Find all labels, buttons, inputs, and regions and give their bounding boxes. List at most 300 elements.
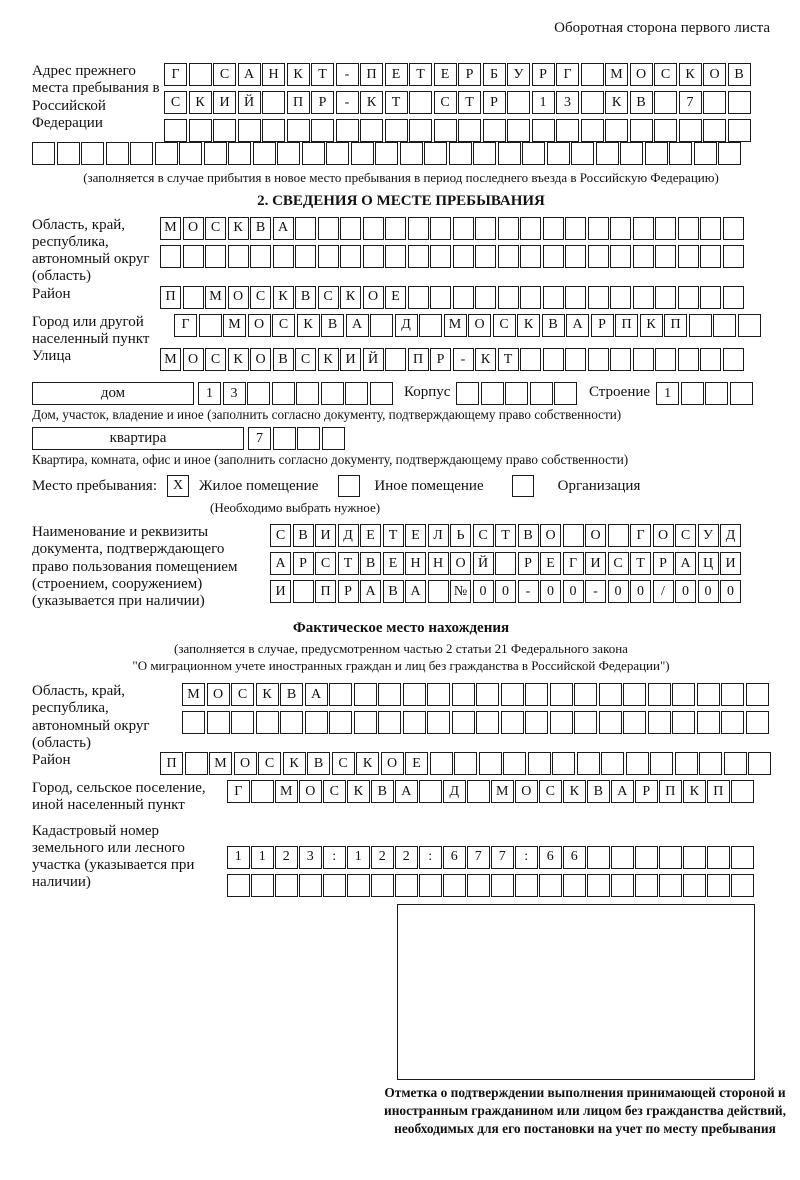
char-box: П <box>287 91 310 114</box>
house-type-box: дом <box>32 382 194 405</box>
char-box <box>250 245 271 268</box>
char-box <box>655 217 676 240</box>
char-box: Р <box>311 91 334 114</box>
char-box: К <box>356 752 379 775</box>
char-box: С <box>539 780 562 803</box>
char-box <box>205 245 226 268</box>
char-box <box>539 874 562 897</box>
stay-type-option-other-premises: Иное помещение <box>374 477 484 494</box>
char-box <box>81 142 104 165</box>
char-box: А <box>305 683 328 706</box>
char-box: С <box>473 524 494 547</box>
actual-location-note-line1: (заполняется в случае, предусмотренном частью 2 статьи 21 Федерального закона <box>174 641 628 657</box>
char-box <box>409 91 432 114</box>
char-box <box>351 142 374 165</box>
stay-type-option-organization: Организация <box>557 477 641 494</box>
char-box <box>669 142 692 165</box>
city-label: Город или другой населенный пункт <box>32 313 150 347</box>
char-box <box>599 683 622 706</box>
char-box <box>683 874 706 897</box>
char-box: А <box>346 314 369 337</box>
char-box <box>678 217 699 240</box>
char-box <box>550 683 573 706</box>
char-box <box>520 217 541 240</box>
char-box: О <box>234 752 257 775</box>
char-box <box>452 683 475 706</box>
char-box: Т <box>409 63 432 86</box>
char-box: О <box>468 314 491 337</box>
char-box <box>408 286 429 309</box>
char-box <box>699 752 722 775</box>
char-box: : <box>323 846 346 869</box>
char-box: О <box>299 780 322 803</box>
stay-type-label: Место пребывания: <box>32 477 157 494</box>
char-box: 0 <box>473 580 494 603</box>
char-box <box>340 245 361 268</box>
char-box: 0 <box>608 580 629 603</box>
char-box <box>228 245 249 268</box>
char-box <box>700 348 721 371</box>
prev-address-row-3 <box>164 119 770 142</box>
char-box: С <box>434 91 457 114</box>
char-box <box>293 580 314 603</box>
char-box: Т <box>338 552 359 575</box>
char-box: Т <box>498 348 519 371</box>
char-box <box>371 874 394 897</box>
char-box: В <box>371 780 394 803</box>
actual-district-label: Район <box>32 752 71 769</box>
char-box: Р <box>338 580 359 603</box>
char-box: В <box>383 580 404 603</box>
char-box: Д <box>720 524 741 547</box>
cadastral-row-2 <box>227 874 770 897</box>
char-box: У <box>507 63 530 86</box>
char-box: 3 <box>556 91 579 114</box>
char-box: - <box>336 63 359 86</box>
char-box <box>370 314 393 337</box>
char-box: С <box>315 552 336 575</box>
char-box <box>336 119 359 142</box>
char-box <box>160 245 181 268</box>
char-box: - <box>585 580 606 603</box>
char-box <box>443 874 466 897</box>
char-box: С <box>164 91 187 114</box>
char-box: Г <box>227 780 250 803</box>
char-box: К <box>563 780 586 803</box>
char-box: П <box>315 580 336 603</box>
char-box <box>199 314 222 337</box>
char-box <box>501 683 524 706</box>
char-box <box>385 119 408 142</box>
char-box <box>247 382 270 405</box>
char-box: Р <box>653 552 674 575</box>
char-box <box>363 245 384 268</box>
char-box: В <box>587 780 610 803</box>
char-box: В <box>293 524 314 547</box>
char-box: О <box>515 780 538 803</box>
region-row-1 <box>160 217 770 240</box>
section2-title: 2. СВЕДЕНИЯ О МЕСТЕ ПРЕБЫВАНИЯ <box>257 192 545 209</box>
char-box: Д <box>443 780 466 803</box>
char-box: - <box>453 348 474 371</box>
char-box <box>520 286 541 309</box>
char-box: А <box>360 580 381 603</box>
char-box: А <box>566 314 589 337</box>
char-box <box>295 245 316 268</box>
char-box <box>321 382 344 405</box>
house-note: Дом, участок, владение и иное (заполнить согласно документу, подтверждающему право собственности) <box>32 407 622 423</box>
char-box <box>525 711 548 734</box>
char-box: К <box>273 286 294 309</box>
actual-region-label: Область, край, республика, автономный округ (область) <box>32 683 150 751</box>
char-box: Й <box>238 91 261 114</box>
document-row-1 <box>270 524 770 547</box>
char-box: С <box>295 348 316 371</box>
char-box: 1 <box>198 382 221 405</box>
char-box <box>475 286 496 309</box>
char-box: / <box>653 580 674 603</box>
char-box <box>746 711 769 734</box>
char-box <box>731 846 754 869</box>
char-box <box>672 683 695 706</box>
char-box: А <box>405 580 426 603</box>
char-box: П <box>664 314 687 337</box>
char-box: В <box>321 314 344 337</box>
char-box <box>273 245 294 268</box>
actual-location-title: Фактическое место нахождения <box>292 620 510 637</box>
stay-type-option-residential: Жилое помещение <box>199 477 319 494</box>
char-box <box>556 119 579 142</box>
char-box <box>728 91 751 114</box>
char-box <box>543 348 564 371</box>
char-box <box>746 683 769 706</box>
char-box <box>385 245 406 268</box>
char-box <box>280 711 303 734</box>
char-box <box>697 711 720 734</box>
char-box <box>305 711 328 734</box>
char-box: Р <box>518 552 539 575</box>
actual-location-note-line2: "О миграционном учете иностранных граждан и лиц без гражданства в Российской Федерации") <box>132 658 670 674</box>
char-box <box>238 119 261 142</box>
char-box: М <box>444 314 467 337</box>
char-box: Б <box>483 63 506 86</box>
char-box <box>705 382 728 405</box>
stroenie-label: Строение <box>588 384 651 401</box>
char-box: 2 <box>395 846 418 869</box>
char-box <box>456 382 479 405</box>
char-box: И <box>213 91 236 114</box>
char-box: 2 <box>275 846 298 869</box>
korpus-label: Корпус <box>404 384 451 401</box>
char-box: С <box>250 286 271 309</box>
char-box: Г <box>164 63 187 86</box>
char-box: Г <box>174 314 197 337</box>
char-box <box>678 286 699 309</box>
char-box <box>635 846 658 869</box>
char-box: И <box>315 524 336 547</box>
char-box <box>520 348 541 371</box>
char-box <box>296 382 319 405</box>
char-box <box>723 348 744 371</box>
char-box: М <box>205 286 226 309</box>
char-box <box>347 874 370 897</box>
char-box: 7 <box>679 91 702 114</box>
char-box: С <box>270 524 291 547</box>
char-box <box>475 217 496 240</box>
char-box: 2 <box>371 846 394 869</box>
char-box: П <box>408 348 429 371</box>
char-box <box>363 217 384 240</box>
char-box: С <box>675 524 696 547</box>
district-block <box>32 286 770 314</box>
char-box <box>748 752 771 775</box>
char-box <box>724 752 747 775</box>
char-box: О <box>250 348 271 371</box>
cadastral-label: Кадастровый номер земельного или лесного участка (указывается при наличии) <box>32 822 195 891</box>
char-box: О <box>630 63 653 86</box>
char-box <box>449 142 472 165</box>
char-box <box>189 63 212 86</box>
char-box <box>287 119 310 142</box>
char-box <box>408 217 429 240</box>
char-box <box>179 142 202 165</box>
char-box <box>403 683 426 706</box>
char-box: В <box>728 63 751 86</box>
char-box: О <box>450 552 471 575</box>
apartment-number-row <box>248 427 346 450</box>
char-box <box>707 846 730 869</box>
char-box: 1 <box>656 382 679 405</box>
char-box <box>473 142 496 165</box>
char-box <box>430 752 453 775</box>
char-box <box>713 314 736 337</box>
char-box <box>731 780 754 803</box>
char-box: Д <box>395 314 418 337</box>
stay-type-block <box>32 475 770 497</box>
char-box <box>574 683 597 706</box>
char-box: М <box>491 780 514 803</box>
char-box: С <box>258 752 281 775</box>
char-box: С <box>318 286 339 309</box>
char-box <box>302 142 325 165</box>
char-box: О <box>248 314 271 337</box>
char-box <box>503 752 526 775</box>
char-box: М <box>605 63 628 86</box>
char-box: О <box>183 348 204 371</box>
char-box <box>565 217 586 240</box>
char-box: Ь <box>450 524 471 547</box>
char-box <box>370 382 393 405</box>
char-box: Й <box>473 552 494 575</box>
char-box: У <box>698 524 719 547</box>
char-box <box>679 119 702 142</box>
char-box <box>505 382 528 405</box>
char-box <box>452 711 475 734</box>
char-box: 0 <box>630 580 651 603</box>
stay-type-checkbox-organization <box>512 475 534 497</box>
char-box <box>703 119 726 142</box>
char-box <box>581 63 604 86</box>
char-box <box>272 382 295 405</box>
char-box <box>633 245 654 268</box>
char-box <box>738 314 761 337</box>
char-box: К <box>189 91 212 114</box>
char-box: : <box>419 846 442 869</box>
char-box <box>728 119 751 142</box>
char-box <box>731 874 754 897</box>
stay-type-checkbox-residential: X <box>167 475 189 497</box>
char-box <box>610 217 631 240</box>
char-box <box>620 142 643 165</box>
char-box: Т <box>311 63 334 86</box>
char-box: К <box>347 780 370 803</box>
char-box: 0 <box>540 580 561 603</box>
char-box: М <box>160 348 181 371</box>
char-box: О <box>207 683 230 706</box>
region-row-2 <box>160 245 770 268</box>
char-box: К <box>340 286 361 309</box>
char-box <box>588 217 609 240</box>
char-box: Е <box>434 63 457 86</box>
char-box <box>530 382 553 405</box>
char-box <box>228 142 251 165</box>
char-box <box>428 580 449 603</box>
char-box: 3 <box>223 382 246 405</box>
char-box: О <box>381 752 404 775</box>
char-box <box>183 286 204 309</box>
char-box: П <box>160 752 183 775</box>
char-box <box>723 245 744 268</box>
char-box <box>723 286 744 309</box>
char-box: М <box>182 683 205 706</box>
char-box <box>525 683 548 706</box>
char-box: О <box>228 286 249 309</box>
char-box <box>623 711 646 734</box>
char-box: В <box>280 683 303 706</box>
char-box: 1 <box>251 846 274 869</box>
char-box: К <box>517 314 540 337</box>
char-box <box>360 119 383 142</box>
char-box <box>697 683 720 706</box>
char-box <box>189 119 212 142</box>
char-box <box>700 286 721 309</box>
char-box <box>481 382 504 405</box>
char-box <box>207 711 230 734</box>
char-box <box>323 874 346 897</box>
char-box: К <box>360 91 383 114</box>
char-box <box>678 245 699 268</box>
char-box <box>318 245 339 268</box>
char-box <box>251 874 274 897</box>
char-box <box>329 683 352 706</box>
char-box: Е <box>383 552 404 575</box>
char-box <box>253 142 276 165</box>
char-box <box>227 874 250 897</box>
char-box: И <box>585 552 606 575</box>
char-box: Н <box>428 552 449 575</box>
char-box: С <box>205 217 226 240</box>
char-box <box>453 217 474 240</box>
char-box <box>574 711 597 734</box>
char-box <box>565 348 586 371</box>
char-box: 7 <box>491 846 514 869</box>
char-box: Е <box>540 552 561 575</box>
actual-city-block <box>32 780 770 815</box>
char-box <box>204 142 227 165</box>
actual-region-row-1 <box>182 683 770 706</box>
char-box <box>256 711 279 734</box>
char-box: А <box>675 552 696 575</box>
char-box <box>453 245 474 268</box>
char-box: В <box>518 524 539 547</box>
char-box: 6 <box>443 846 466 869</box>
char-box <box>434 119 457 142</box>
char-box <box>326 142 349 165</box>
char-box <box>565 286 586 309</box>
char-box: В <box>360 552 381 575</box>
char-box: 6 <box>539 846 562 869</box>
char-box: В <box>307 752 330 775</box>
actual-district-block <box>32 752 770 780</box>
char-box <box>164 119 187 142</box>
char-box <box>395 874 418 897</box>
char-box <box>659 874 682 897</box>
char-box: 1 <box>532 91 555 114</box>
stay-type-note: (Необходимо выбрать нужное) <box>210 500 381 516</box>
char-box <box>528 752 551 775</box>
char-box <box>385 217 406 240</box>
char-box <box>623 683 646 706</box>
prev-address-row-1 <box>164 63 770 86</box>
char-box <box>408 245 429 268</box>
char-box <box>57 142 80 165</box>
char-box <box>520 245 541 268</box>
char-box <box>354 711 377 734</box>
prev-address-label: Адрес прежнего места пребывания в Российской Федерации <box>32 63 160 131</box>
char-box <box>694 142 717 165</box>
district-label: Район <box>32 285 71 302</box>
char-box: Л <box>428 524 449 547</box>
actual-district-row <box>160 752 773 775</box>
char-box <box>311 119 334 142</box>
char-box <box>543 286 564 309</box>
char-box <box>454 752 477 775</box>
region-label: Область, край, республика, автономный округ (область) <box>32 216 150 285</box>
char-box: Е <box>385 286 406 309</box>
char-box <box>403 711 426 734</box>
district-row <box>160 286 745 309</box>
char-box: К <box>475 348 496 371</box>
char-box: 0 <box>720 580 741 603</box>
char-box: Д <box>338 524 359 547</box>
char-box <box>718 142 741 165</box>
char-box <box>295 217 316 240</box>
char-box <box>588 348 609 371</box>
char-box <box>654 119 677 142</box>
char-box <box>483 119 506 142</box>
char-box <box>700 245 721 268</box>
street-block <box>32 348 770 376</box>
char-box <box>476 711 499 734</box>
char-box: В <box>250 217 271 240</box>
char-box <box>547 142 570 165</box>
prev-address-row-2 <box>164 91 770 114</box>
char-box <box>345 382 368 405</box>
char-box <box>635 874 658 897</box>
corner-note: Оборотная сторона первого листа <box>554 20 770 36</box>
char-box <box>608 524 629 547</box>
char-box <box>633 348 654 371</box>
